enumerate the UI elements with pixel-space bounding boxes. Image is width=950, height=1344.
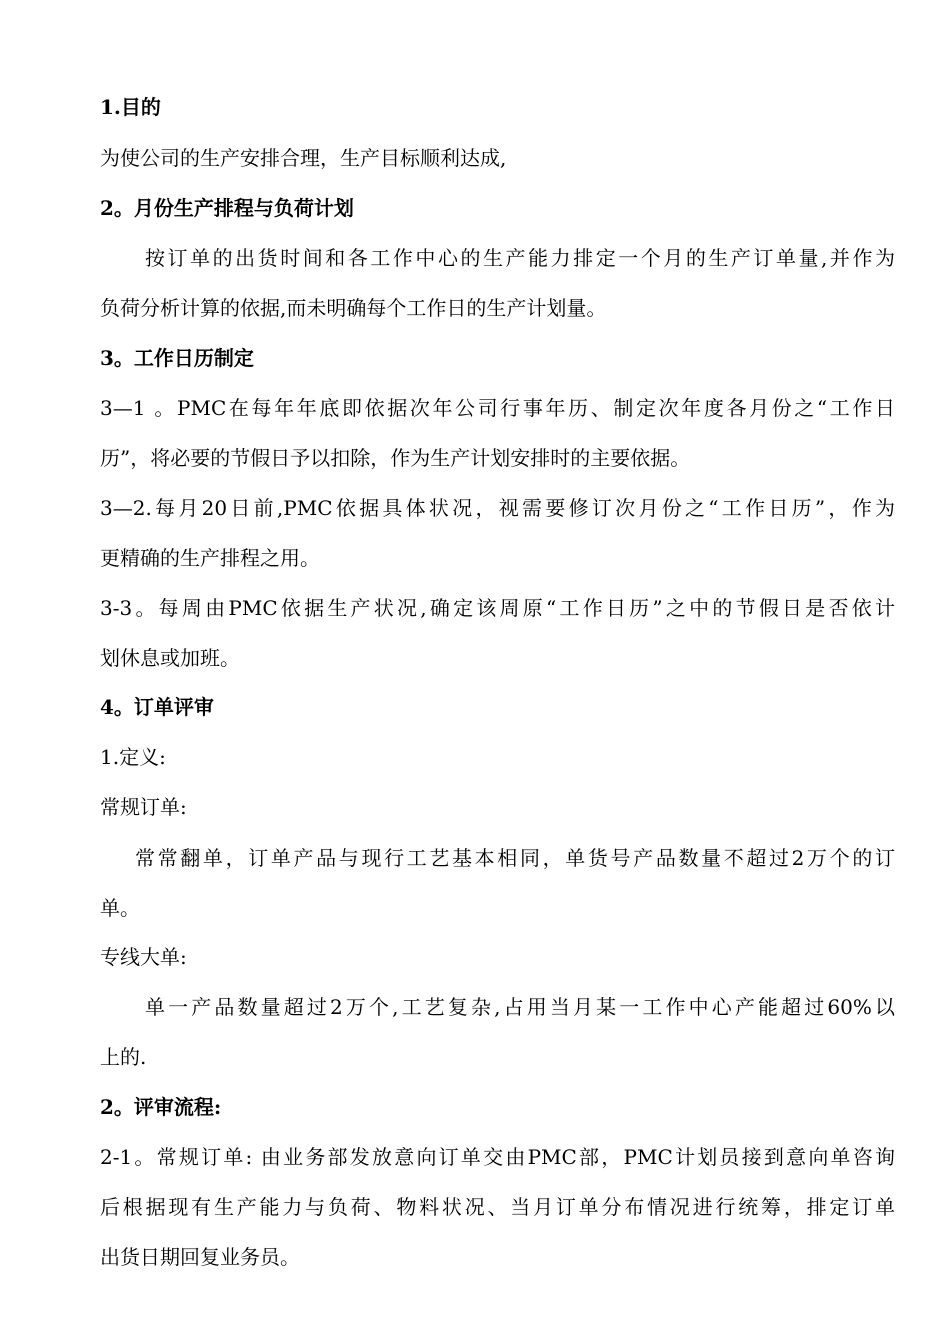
clause-3-2-line: 更精确的生产排程之用。 bbox=[100, 546, 320, 570]
section-1-heading: 1.目的 bbox=[100, 95, 161, 119]
clause-3-2-line: 3—2.每月20日前,PMC依据具体状况，视需要修订次月份之“工作日历”，作为 bbox=[100, 496, 895, 520]
clause-2-1-line: 后根据现有生产能力与负荷、物料状况、当月订单分布情况进行统筹，排定订单 bbox=[100, 1195, 895, 1219]
section-4-heading: 4。订单评审 bbox=[100, 695, 214, 719]
clause-3-3-line: 3-3。每周由PMC依据生产状况,确定该周原“工作日历”之中的节假日是否依计 bbox=[100, 596, 895, 620]
regular-order-definition-line: 常常翻单，订单产品与现行工艺基本相同，单货号产品数量不超过2万个的订 bbox=[135, 846, 895, 870]
regular-order-label: 常规订单: bbox=[100, 795, 187, 819]
section-2-paragraph-line: 负荷分析计算的依据,而未明确每个工作日的生产计划量。 bbox=[100, 296, 607, 320]
clause-2-1-line: 出货日期回复业务员。 bbox=[100, 1245, 300, 1269]
clause-2-1-line: 2-1。常规订单: 由业务部发放意向订单交由PMC部，PMC计划员接到意向单咨询 bbox=[100, 1145, 895, 1169]
section-1-body: 为使公司的生产安排合理，生产目标顺利达成, bbox=[100, 146, 507, 170]
bulk-order-definition-line: 上的. bbox=[100, 1045, 147, 1069]
regular-order-definition-line: 单。 bbox=[100, 896, 140, 920]
section-2-paragraph-line: 按订单的出货时间和各工作中心的生产能力排定一个月的生产订单量,并作为 bbox=[145, 246, 895, 270]
bulk-order-definition-line: 单一产品数量超过2万个,工艺复杂,占用当月某一工作中心产能超过60%以 bbox=[145, 995, 895, 1019]
clause-3-3-line: 划休息或加班。 bbox=[100, 646, 240, 670]
review-process-heading: 2。评审流程: bbox=[100, 1095, 222, 1119]
clause-3-1-line: 3—1 。PMC在每年年底即依据次年公司行事年历、制定次年度各月份之“工作日 bbox=[100, 396, 895, 420]
section-2-heading: 2。月份生产排程与负荷计划 bbox=[100, 196, 354, 220]
bulk-order-label: 专线大单: bbox=[100, 945, 187, 969]
section-3-heading: 3。工作日历制定 bbox=[100, 346, 254, 370]
clause-3-1-line: 历”，将必要的节假日予以扣除，作为生产计划安排时的主要依据。 bbox=[100, 446, 691, 470]
definition-label: 1.定义: bbox=[100, 745, 166, 769]
